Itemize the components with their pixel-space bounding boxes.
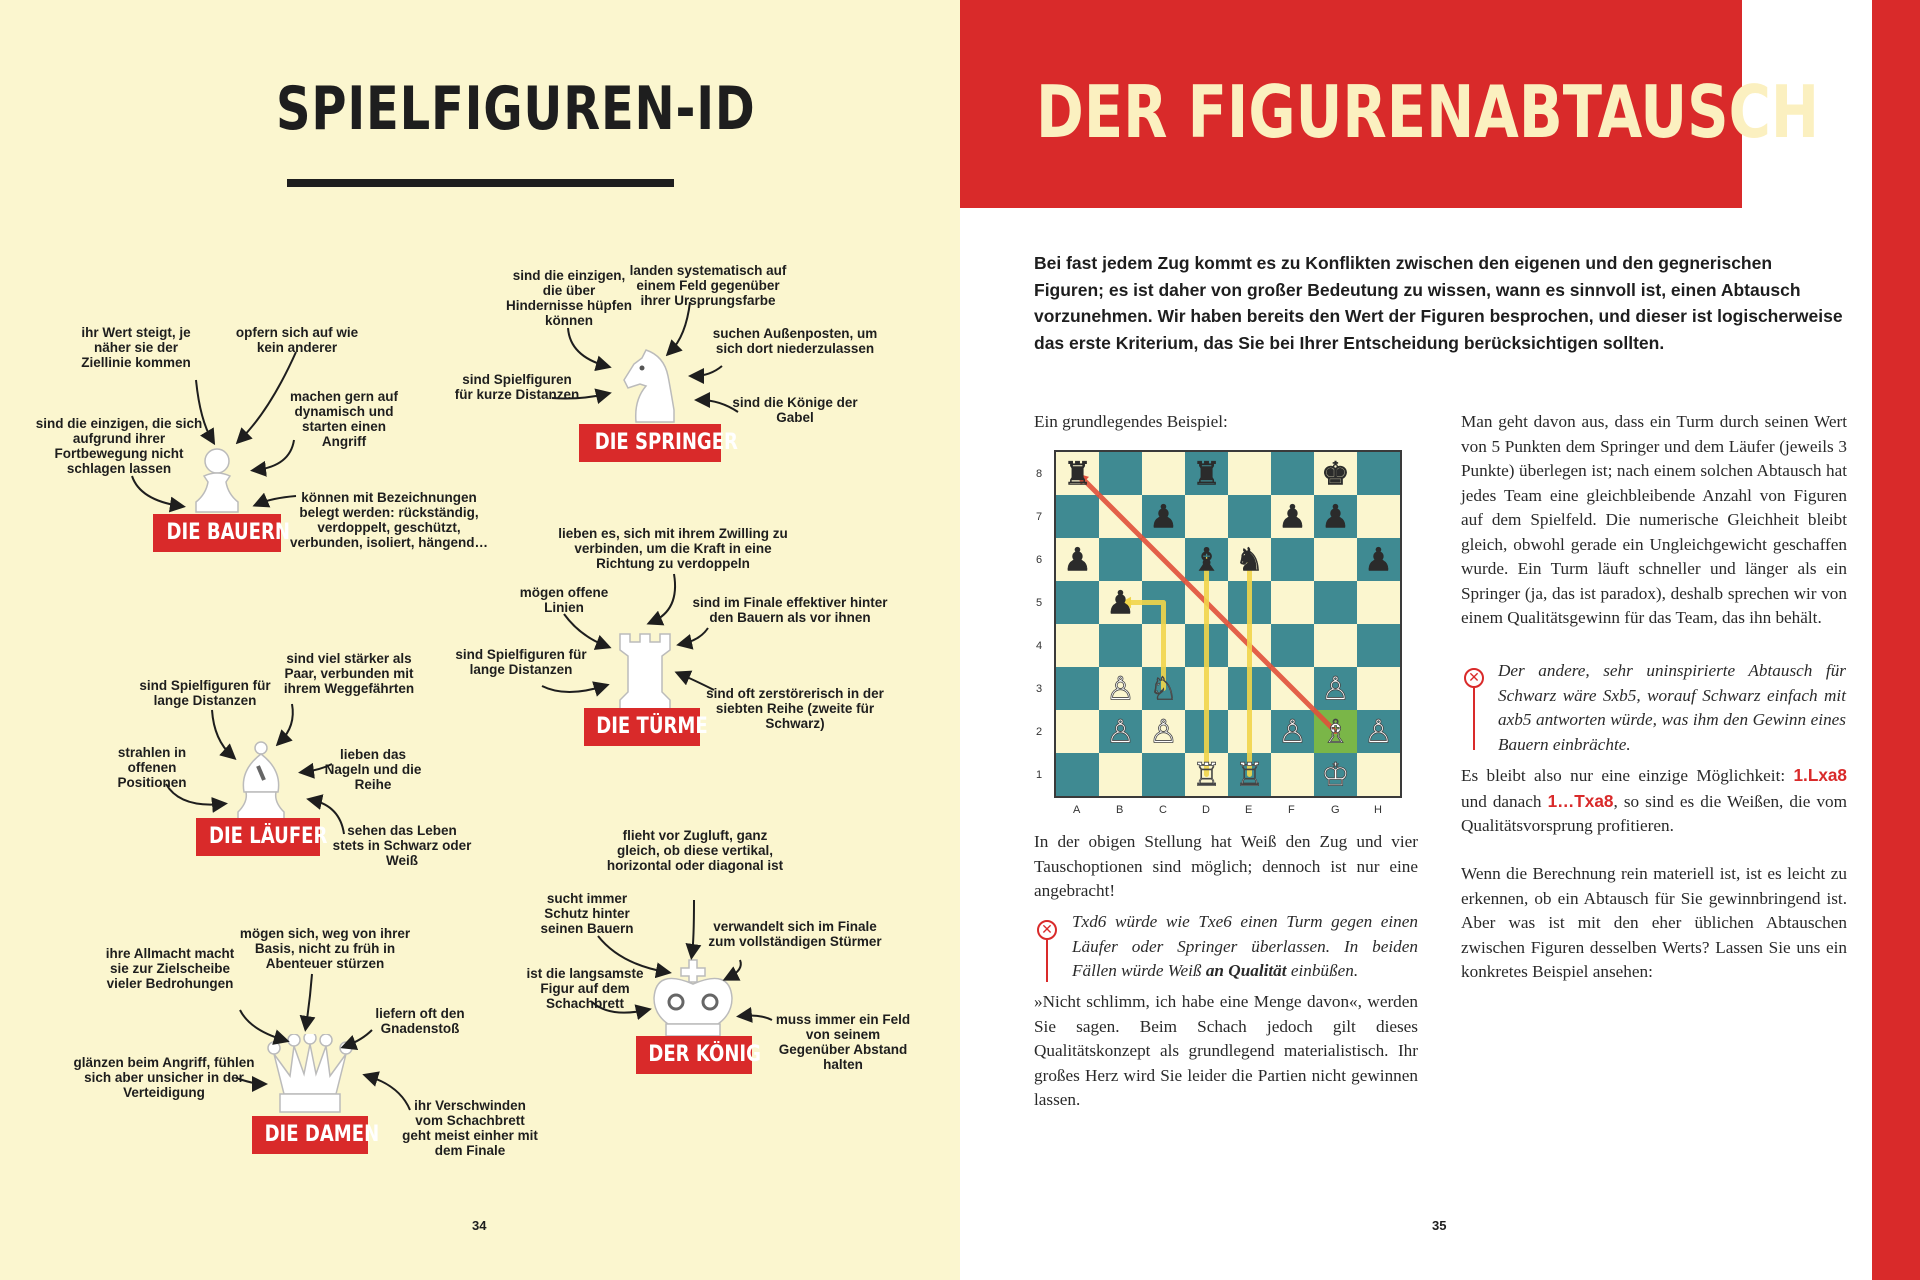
file-label: C	[1159, 804, 1167, 816]
col2-paragraph-3: Wenn die Berechnung rein materiell ist, ist es leicht zu erkennen, ob ein Abtausch für Sie gewinnbringend ist. Aber was ist mit den eher üblichen Abtauschen zwischen Figuren desselben Werts? Lassen Sie uns ein konkretes Beispiel ansehen:	[1461, 864, 1847, 981]
chess-piece-d8: ♜	[1192, 454, 1221, 493]
chess-piece-e6: ♞	[1235, 540, 1264, 579]
left-page-title: SPIELFIGUREN-ID	[276, 74, 756, 144]
board-square	[1099, 538, 1142, 581]
board-square	[1314, 624, 1357, 667]
board-square	[1271, 753, 1314, 796]
chess-piece-a8: ♜	[1063, 454, 1092, 493]
caption: ihr Verschwinden vom Schachbrett geht meist einher mit dem Finale	[402, 1098, 538, 1158]
rank-label: 1	[1036, 769, 1043, 781]
move-2: 1…Txa8	[1547, 790, 1614, 811]
caption: flieht vor Zugluft, ganz gleich, ob diese vertikal, horizontal oder diagonal ist	[606, 828, 784, 873]
move-1: 1.Lxa8	[1793, 765, 1847, 785]
file-label: A	[1073, 804, 1081, 816]
file-label: G	[1331, 804, 1340, 816]
col2-p2-wrap	[1461, 763, 1847, 839]
board-square	[1271, 452, 1314, 495]
col1-p2-wrap	[1034, 990, 1418, 1113]
knight-icon	[616, 346, 686, 424]
caption: sehen das Leben stets in Schwarz oder Weiß	[332, 823, 472, 868]
board-square	[1314, 538, 1357, 581]
col2-p3-wrap	[1461, 862, 1847, 985]
red-edge-stripe	[1872, 0, 1920, 1280]
file-label: F	[1288, 804, 1295, 816]
warning-x-icon: ✕	[1464, 668, 1484, 688]
page-number-left: 34	[472, 1218, 487, 1233]
caption: mögen offene Linien	[519, 585, 609, 615]
chess-piece-h6: ♟	[1364, 540, 1393, 579]
right-page-title: DER FIGURENABTAUSCH	[1036, 70, 1820, 154]
warning-x-icon: ✕	[1037, 920, 1057, 940]
chess-piece-g2: ♗	[1321, 712, 1350, 751]
chess-piece-b5: ♟	[1106, 583, 1135, 622]
chess-piece-g8: ♚	[1321, 454, 1350, 493]
chess-piece-g7: ♟	[1321, 497, 1350, 536]
col1-p1-wrap	[1034, 830, 1418, 904]
board-square	[1228, 495, 1271, 538]
caption: suchen Außenposten, um sich dort niederzulassen	[712, 326, 878, 356]
rank-label: 5	[1036, 597, 1043, 609]
chess-piece-a6: ♟	[1063, 540, 1092, 579]
file-label: B	[1116, 804, 1124, 816]
label-queens: DIE DAMEN	[252, 1116, 368, 1154]
chess-board	[1054, 450, 1402, 798]
tip-1: Txd6 würde wie Txe6 einen Turm gegen einen Läufer oder Springer überlassen. In beiden Fällen würde Weiß an Qualität einbüßen.	[1072, 912, 1418, 980]
caption: sind die einzigen, die über Hindernisse hüpfen können	[505, 268, 632, 328]
chess-piece-f7: ♟	[1278, 497, 1307, 536]
caption: machen gern auf dynamisch und starten einen Angriff	[289, 389, 399, 449]
label-rooks: DIE TÜRME	[584, 708, 700, 746]
board-square	[1056, 667, 1099, 710]
caption: ist die langsamste Figur auf dem Schachbrett	[526, 966, 644, 1011]
caption: sucht immer Schutz hinter seinen Bauern	[540, 891, 634, 936]
chess-piece-g3: ♙	[1321, 669, 1350, 708]
chess-piece-b3: ♙	[1106, 669, 1135, 708]
rank-label: 2	[1036, 726, 1043, 738]
label-knights: DIE SPRINGER	[579, 424, 721, 462]
rank-label: 4	[1036, 640, 1043, 652]
title-underline	[287, 179, 674, 187]
chess-piece-c2: ♙	[1149, 712, 1178, 751]
queen-icon	[264, 1034, 356, 1114]
rank-label: 8	[1036, 468, 1043, 480]
caption: liefern oft den Gnadenstoß	[375, 1006, 465, 1036]
tip-rule	[1473, 688, 1475, 750]
caption: lieben es, sich mit ihrem Zwilling zu verbinden, um die Kraft in eine Richtung zu verdoppeln	[558, 526, 788, 571]
chess-piece-e1: ♖	[1235, 755, 1264, 794]
board-square	[1099, 452, 1142, 495]
board-square	[1314, 581, 1357, 624]
tip-rule	[1046, 940, 1048, 982]
chess-piece-f2: ♙	[1278, 712, 1307, 751]
board-square	[1099, 624, 1142, 667]
caption: sind im Finale effektiver hinter den Bauern als vor ihnen	[692, 595, 888, 625]
file-label: D	[1202, 804, 1210, 816]
caption: sind oft zerstörerisch in der siebten Reihe (zweite für Schwarz)	[706, 686, 884, 731]
rank-label: 6	[1036, 554, 1043, 566]
caption: sind Spielfiguren für lange Distanzen	[139, 678, 271, 708]
rook-icon	[614, 630, 676, 712]
caption: sind die einzigen, die sich aufgrund ihrer Fortbewegung nicht schlagen lassen	[35, 416, 203, 476]
caption: lieben das Nageln und die Reihe	[324, 747, 422, 792]
chess-piece-c3: ♘	[1149, 669, 1178, 708]
board-square	[1357, 452, 1400, 495]
board-square	[1056, 581, 1099, 624]
intro-paragraph: Bei fast jedem Zug kommt es zu Konflikten zwischen den eigenen und den gegnerischen Figuren; es ist daher von großer Bedeutung zu wissen, wann es sinnvoll ist, einen Abtausch vorzunehmen. Wir haben bereits den Wert der Figuren besprochen, und dieser ist logischerweise das erste Kriterium, das Sie bei Ihrer Entscheidung berücksichtigen sollten.	[1034, 253, 1843, 353]
board-square	[1099, 753, 1142, 796]
board-square	[1357, 581, 1400, 624]
col2-p1-wrap	[1461, 410, 1847, 631]
board-square	[1357, 495, 1400, 538]
page-number-right: 35	[1432, 1218, 1447, 1233]
caption: landen systematisch auf einem Feld gegenüber ihrer Ursprungsfarbe	[629, 263, 787, 308]
example-label: Ein grundlegendes Beispiel:	[1034, 412, 1228, 431]
tip-2: Der andere, sehr uninspirierte Abtausch für Schwarz wäre Sxb5, worauf Schwarz einfach mit axb5 antworten würde, was ihm den Gewinn eines Bauern einbrächte.	[1498, 661, 1846, 754]
rank-label: 7	[1036, 511, 1043, 523]
board-square	[1271, 538, 1314, 581]
caption: können mit Bezeichnungen belegt werden: rückständig, verdoppelt, geschützt, verbunden, isoliert, hängend…	[289, 490, 489, 550]
caption: ihre Allmacht macht sie zur Zielscheibe vieler Bedrohungen	[105, 946, 235, 991]
chess-piece-d1: ♖	[1192, 755, 1221, 794]
rank-label: 3	[1036, 683, 1043, 695]
caption: sind viel stärker als Paar, verbunden mit ihrem Weggefährten	[283, 651, 415, 696]
file-label: E	[1245, 804, 1253, 816]
caption: mögen sich, weg von ihrer Basis, nicht zu früh in Abenteuer stürzen	[239, 926, 411, 971]
col2-paragraph-2: Es bleibt also nur eine einzige Möglichkeit: 1.Lxa8 und danach 1…Txa8, so sind es die Weißen, die vom Qualitätsvorsprung profitieren.	[1461, 765, 1847, 835]
chess-piece-b2: ♙	[1106, 712, 1135, 751]
board-square	[1142, 753, 1185, 796]
board-square	[1142, 452, 1185, 495]
board-svg	[1056, 452, 1400, 796]
col1-paragraph-2: »Nicht schlimm, ich habe eine Menge davon«, werden Sie sagen. Beim Schach jedoch gilt dieses Qualitätskonzept als grundlegend materialistisch. Ihr großes Herz wird Sie leider die Partien nicht gewinnen lassen.	[1034, 992, 1418, 1109]
chess-piece-d6: ♝	[1192, 540, 1221, 579]
col1-paragraph-1: In der obigen Stellung hat Weiß den Zug und vier Tauschoptionen sind möglich; dennoch ist nur eine angebracht!	[1034, 832, 1418, 900]
board-square	[1056, 624, 1099, 667]
caption: muss immer ein Feld von seinem Gegenüber Abstand halten	[775, 1012, 911, 1072]
board-square	[1271, 624, 1314, 667]
chess-piece-h2: ♙	[1364, 712, 1393, 751]
bishop-icon	[230, 740, 292, 826]
board-square	[1357, 753, 1400, 796]
board-square	[1185, 495, 1228, 538]
example-label-wrap	[1034, 410, 1418, 435]
board-square	[1056, 753, 1099, 796]
board-square	[1357, 667, 1400, 710]
caption: strahlen in offenen Positionen	[117, 745, 187, 790]
caption: sind Spielfiguren für kurze Distanzen	[454, 372, 580, 402]
label-pawns: DIE BAUERN	[153, 514, 281, 552]
label-bishops: DIE LÄUFER	[196, 818, 320, 856]
caption: verwandelt sich im Finale zum vollständigen Stürmer	[708, 919, 882, 949]
caption: sind die Könige der Gabel	[732, 395, 858, 425]
caption: sind Spielfiguren für lange Distanzen	[455, 647, 587, 677]
label-king: DER KÖNIG	[636, 1036, 752, 1074]
chess-piece-g1: ♔	[1321, 755, 1350, 794]
board-square	[1228, 452, 1271, 495]
king-icon	[650, 958, 736, 1038]
caption: ihr Wert steigt, je näher sie der Ziellinie kommen	[81, 325, 191, 370]
caption: opfern sich auf wie kein anderer	[235, 325, 359, 355]
col2-paragraph-1: Man geht davon aus, dass ein Turm durch seinen Wert von 5 Punkten dem Springer und dem Läufer (jeweils 3 Punkte) überlegen ist; nach einem solchen Abtausch hat jedes Team eine gleichbleibende Anzahl von Figuren auf dem Spielfeld. Die numerische Gleichheit bleibt gleich, obwohl gerade ein Ungleichgewicht geschaffen wurde. Ein Turm läuft schneller und länger als ein Springer (ja, das ist paradox), deshalb sprechen wir von einem Qualitätsgewinn für das Team, das ihn behält.	[1461, 412, 1847, 627]
board-square	[1357, 624, 1400, 667]
chess-piece-c7: ♟	[1149, 497, 1178, 536]
board-square	[1056, 710, 1099, 753]
tip-1-bold: an Qualität	[1205, 961, 1287, 980]
file-label: H	[1374, 804, 1382, 816]
board-square	[1271, 581, 1314, 624]
caption: glänzen beim Angriff, fühlen sich aber unsicher in der Verteidigung	[73, 1055, 255, 1100]
board-square	[1056, 495, 1099, 538]
